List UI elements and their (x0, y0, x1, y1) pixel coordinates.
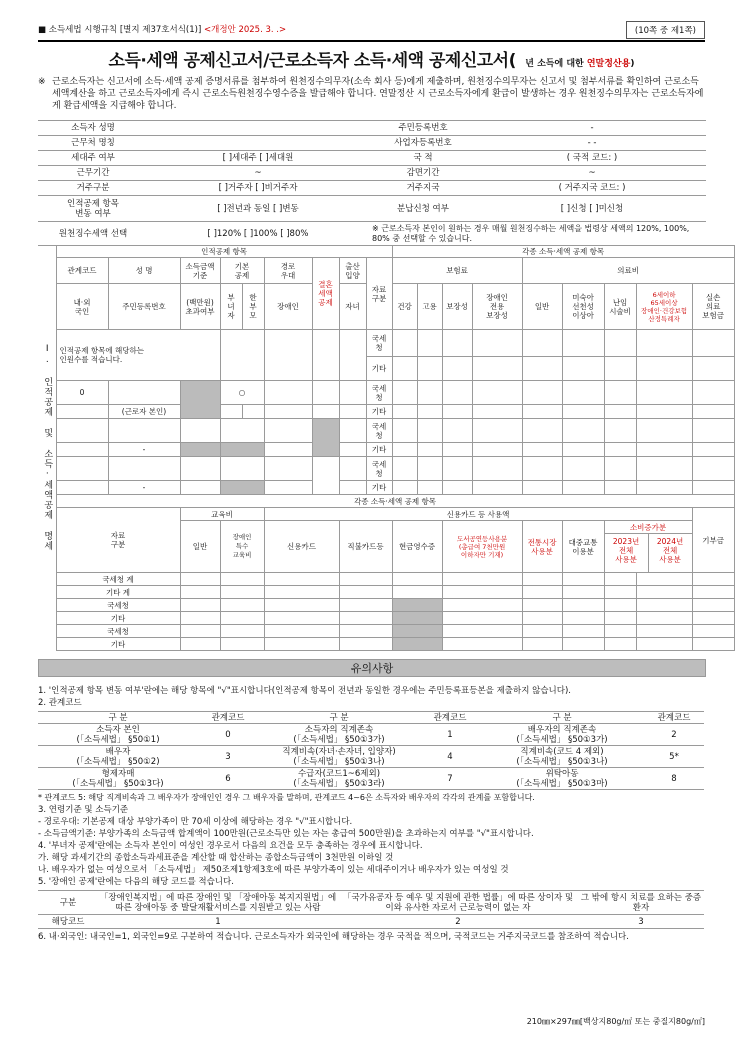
label-period: 근무기간 (38, 166, 148, 181)
rrn-field[interactable]: - (478, 121, 706, 136)
second-header: 각종 소득·세액 공제 항목 (56, 495, 734, 508)
notes-section: 1. '인적공제 항목 변동 여부'란에는 해당 항목에 "√"표시합니다(인적공제 항목이 전년과 동일한 경우에는 주민등록표등본을 제출하지 않습니다). 2. 관계코드 구 분 관계코드 구 분 관계코드 구 분 관계코드 소득자 본인 (「소득세법」 §50①1) 0 소득자의 직계존속 (「소득세법」 §50①3가) 1 배우자의 직계존속 (「소득세법」 §50①3가) 2 배우자 (「소득세법」 §50①2) 3 직계비속(자녀·손자녀, 입양자) (「소득세법」 §50①3나) 4 직계비속(코드 4 제외) (「소득세법」 §50①3나) 5* 형제자매 (「소득세법」 §50①3다) 6 수급자(코드1~6제외) (「소득세법」 §50①3라) 7 위탁아동 (「소득세법」 §50①3마) 8 * 관계코드 5: 해당 직계비속과 그 배우자가 장애인인 경우 그 배우자를 말하며, 관계코드 4~6은 소득자와 배우자의 각각의 관계를 포함합니다. 3. 연령기준 및 소득기준 - 경로우대: 기본공제 대상 부양가족이 만 70세 이상에 해당하는 경우 "√"표시합니다. - 소득금액기준: 부양가족의 소득금액 합계액이 100만원(근로소득만 있는 자는 총급여 500만원)을 초과하는지 여부를 "√"표시합니다. 4. '부녀자 공제'란에는 소득자 본인이 여성인 경우로서 다음의 요건을 모두 충족하는 경우에 표시합니다. 가. 해당 과세기간의 종합소득과세표준을 계산할 때 합산하는 종합소득금액이 3천만원 이하일 것 나. 배우자가 없는 여성으로서 「소득세법」 제50조제1항제3호에 따른 부양가족이 있는 세대주이거나 배우자가 있는 여성일 것 5. '장애인 공제'란에는 다음의 해당 코드를 적습니다. 구분 「장애인복지법」에 따른 장애인 및 「장애아동 복지지원법」에 따른 장애아동 중 발달재활서비스를 지원받고 있는 사람 「국가유공자 등 예우 및 지원에 관한 법률」에 따른 상이자 및 이와 유사한 자로서 근로능력이 없는 자 그 밖에 항시 치료를 요하는 중증환자 해당코드 1 2 3 6. 내·외국인: 내국인=1, 외국인=9로 구분하여 적습니다. 근로소득자가 외국인에 해당하는 경우 국적을 적으며, 국적코드는 거주지국코드를 참조하여 적습니다. (38, 685, 706, 943)
withholding-checkbox[interactable]: [ ]120% [ ]100% [ ]80% (148, 222, 368, 246)
name-field[interactable] (148, 121, 368, 136)
label-residence: 거주구분 (38, 181, 148, 196)
summary-senior[interactable] (264, 330, 312, 381)
personal-header: 인적공제 항목 (56, 246, 392, 258)
form-reference: ■ 소득세법 시행규칙 [별지 제37호서식(1)] <개정안 2025. 3. .> (38, 25, 287, 35)
label-household: 세대주 여부 (38, 151, 148, 166)
deduction-header: 각종 소득·세액 공제 항목 (392, 246, 734, 258)
self-label: (근로자 본인) (108, 405, 180, 419)
label-bizno: 사업자등록번호 (368, 136, 478, 151)
applicant-info-table (38, 120, 706, 246)
self-basic-mark[interactable]: ○ (220, 381, 264, 405)
label-change: 인적공제 항목 변동 여부 (38, 196, 148, 222)
form-title: 소득·세액 공제신고서/근로소득자 소득·세액 공제신고서( 년 소득에 대한 연말정산용) (38, 40, 705, 66)
change-checkbox[interactable]: [ ]전년과 동일 [ ]변동 (148, 196, 368, 222)
label-reduction: 감면기간 (368, 166, 478, 181)
bizno-field[interactable]: - - (478, 136, 706, 151)
residence-checkbox[interactable]: [ ]거주자 [ ]비거주자 (148, 181, 368, 196)
label-res-country: 거주지국 (368, 181, 478, 196)
row-summary-note: 인적공제 항목에 해당하는 인원수를 적습니다. (56, 330, 220, 381)
relation-code-table: 구 분 관계코드 구 분 관계코드 구 분 관계코드 소득자 본인 (「소득세법」 §50①1) 0 소득자의 직계존속 (「소득세법」 §50①3가) 1 배우자의 직계존속 (「소득세법」 §50①3가) 2 배우자 (「소득세법」 §50①2) 3 직계비속(자녀·손자녀, 입양자) (「소득세법」 §50①3나) 4 직계비속(코드 4 제외) (「소득세법」 §50①3나) 5* 형제자매 (「소득세법」 §50①3다) 6 수급자(코드1~6제외) (「소득세법」 §50①3라) 7 위탁아동 (「소득세법」 §50①3마) 8 (38, 711, 704, 790)
res-country-field[interactable]: ( 거주지국 코드: ) (478, 181, 706, 196)
label-withholding: 원천징수세액 선택 (38, 222, 148, 246)
reduction-field[interactable]: ~ (478, 166, 706, 181)
paper-spec: 210㎜×297㎜[백상지80g/㎡ 또는 중질지80g/㎡] (526, 1017, 705, 1026)
workplace-field[interactable] (148, 136, 368, 151)
label-nationality: 국 적 (368, 151, 478, 166)
label-workplace: 근무처 명칭 (38, 136, 148, 151)
installment-checkbox[interactable]: [ ]신청 [ ]미신청 (478, 196, 706, 222)
revision-note: <개정안 2025. 3. .> (204, 25, 287, 35)
summary-birth[interactable] (339, 330, 366, 381)
page-indicator: (10쪽 중 제1쪽) (626, 21, 705, 39)
label-rrn: 주민등록번호 (368, 121, 478, 136)
summary-basic[interactable] (220, 330, 264, 381)
notice-text: ※ 근로소득자는 신고서에 소득·세액 공제 증명서류를 첨부하여 원천징수의무자(소속 회사 등)에게 제출하며, 원천징수의무자는 신고서 및 첨부서류를 확인하여 근로소득 세액계산을 하고 근로소득자에게 즉시 근로소득원천징수영수증을 발급해야 합니다. 연말정산 시 근로소득자에게 환급이 발생하는 경우 원천징수의무자는 근로소득자에게 환급세액을 지급해야 합니다. (38, 77, 704, 111)
section-side-label: Ⅰ. 인적공제 및 소득·세액공제 명세 (38, 246, 56, 651)
notes-title: 유의사항 (38, 659, 706, 677)
summary-married[interactable] (312, 330, 339, 381)
disability-code-table: 구분 「장애인복지법」에 따른 장애인 및 「장애아동 복지지원법」에 따른 장애아동 중 발달재활서비스를 지원받고 있는 사람 「국가유공자 등 예우 및 지원에 관한 법률」에 따른 상이자 및 이와 유사한 자로서 근로능력이 없는 자 그 밖에 항시 치료를 요하는 중증환자 해당코드 1 2 3 (38, 890, 704, 929)
self-name[interactable] (108, 381, 180, 405)
household-checkbox[interactable]: [ ]세대주 [ ]세대원 (148, 151, 368, 166)
nationality-field[interactable]: ( 국적 코드: ) (478, 151, 706, 166)
form-header (38, 21, 705, 37)
deduction-table: Ⅰ. 인적공제 및 소득·세액공제 명세 인적공제 항목 각종 소득·세액 공제 항목 관계코드 성 명 소득금액 기준 기본 공제 경로 우대 결혼 세액 공제 출산 입양 자료 구분 보험료 의료비 내·외 국인 주민등록번호 (백만원) 초과여부 부 녀 자 한 부 모 장애인 자녀 건강 고용 보장성 장애인 전용 보장성 일반 미숙아 선천성 이상아 난임 시술비 6세이하 65세이상 장애인·건강보험 산정특례자 실손 의료 보험금 인적공제 항목에 해당하는 인원수를 적습니다. 국세 청 기타 0 ○ 국세 청 (근로자 본인) 기타 국세 청 - 기타 국세 청 - 기타 각종 소득·세액 공제 항목 자료 구분 교육비 신용카드 등 사용액 기부금 일반 장애인 특수 교육비 신용카드 직불카드등 현금영수증 도서공연등사용분 (총급여 7천만원 이하자만 기재) 전통시장 사용분 대중교통 이용분 소비증가분 2023년 전체 사용분 2024년 전체 사용분 국세청 계 기타 계 국세청 기타 국세청 기타 (38, 245, 735, 651)
period-field[interactable]: ~ (148, 166, 368, 181)
label-name: 소득자 성명 (38, 121, 148, 136)
self-relation-code[interactable]: 0 (56, 381, 108, 405)
withholding-note: ※ 근로소득자 본인이 원하는 경우 매월 원천징수하는 세액을 법령상 세액의 120%, 100%, 80% 중 선택할 수 있습니다. (368, 222, 706, 246)
label-installment: 분납신청 여부 (368, 196, 478, 222)
